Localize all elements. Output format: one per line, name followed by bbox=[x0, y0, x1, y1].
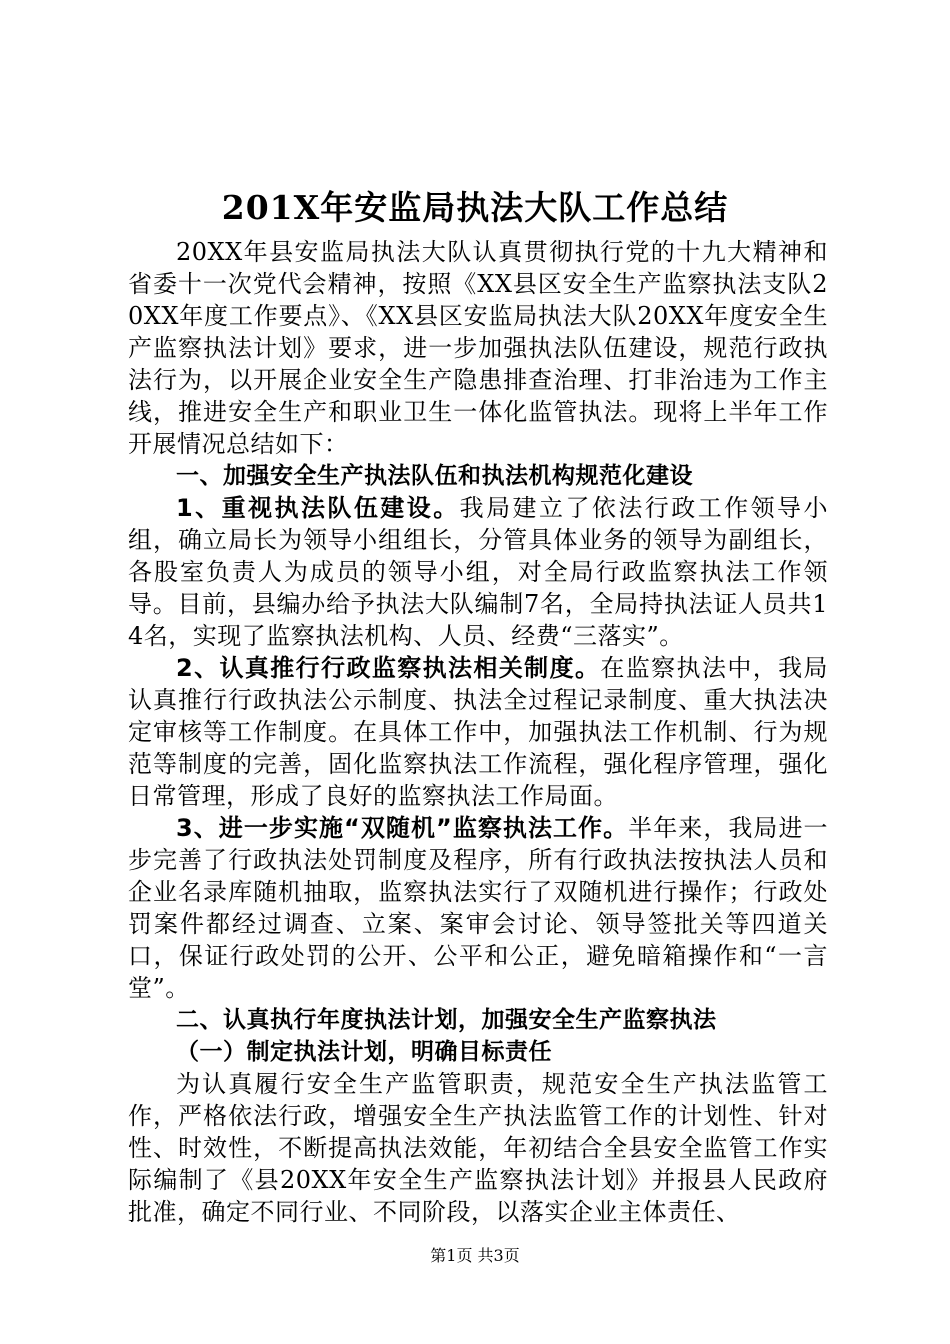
paragraph-text: 20XX年县安监局执法大队认真贯彻执行党的十九大精神和省委十一次党代会精神，按照《XX县区安全生产监察执法支队20XX年度工作要点》、《XX县区安监局执法大队20XX年度安全生产监察执法计划》要求，进一步加强执法队伍建设，规范行政执法行为，以开展企业安全生产隐患排查治理、打非治违为工作主线，推进安全生产和职业卫生一体化监管执法。现将上半年工作开展情况总结如下： bbox=[128, 238, 828, 458]
paragraph-text: 在监察执法中，我局认真推行行政执法公示制度、执法全过程记录制度、重大执法决定审核等工作制度。在具体工作中，加强执法工作机制、行为规范等制度的完善，固化监察执法工作流程，强化程序管理，强化日常管理，形成了良好的监察执法工作局面。 bbox=[128, 654, 829, 810]
item-lead: 3、进一步实施“双随机”监察执法工作。 bbox=[176, 814, 629, 842]
section-heading-2: 二、认真执行年度执法计划，加强安全生产监察执法 bbox=[176, 1007, 717, 1033]
item-paragraph-3 bbox=[128, 812, 828, 1004]
intro-paragraph bbox=[128, 236, 828, 460]
paragraph-text: 我局建立了依法行政工作领导小组，确立局长为领导小组组长，分管具体业务的领导为副组长，各股室负责人为成员的领导小组，对全局行政监察执法工作领导。目前，县编办给予执法大队编制7名，全局持执法证人员共14名，实现了监察执法机构、人员、经费“三落实”。 bbox=[128, 494, 829, 650]
item-lead: 1、重视执法队伍建设。 bbox=[176, 494, 460, 522]
item-paragraph-1 bbox=[128, 492, 828, 652]
document-title: 201X年安监局执法大队工作总结 bbox=[221, 188, 729, 227]
subsection-heading-1: （一）制定执法计划，明确目标责任 bbox=[176, 1039, 552, 1065]
item-paragraph-2 bbox=[128, 652, 828, 812]
document-body bbox=[128, 236, 828, 1228]
paragraph-text: 半年来，我局进一步完善了行政执法处罚制度及程序，所有行政执法按执法人员和企业名录库随机抽取，监察执法实行了双随机进行操作；行政处罚案件都经过调查、立案、案审会讨论、领导签批关等四道关口，保证行政处罚的公开、公平和公正，避免暗箱操作和“一言堂”。 bbox=[128, 814, 829, 1002]
section-heading-1: 一、加强安全生产执法队伍和执法机构规范化建设 bbox=[176, 463, 693, 489]
paragraph-text: 为认真履行安全生产监管职责，规范安全生产执法监管工作，严格依法行政，增强安全生产执法监管工作的计划性、针对性、时效性，不断提高执法效能，年初结合全县安全监管工作实际编制了《县20XX年安全生产监察执法计划》并报县人民政府批准，确定不同行业、不同阶段，以落实企业主体责任、 bbox=[128, 1070, 828, 1226]
page-footer: 第1页 共3页 bbox=[430, 1246, 520, 1265]
subsection-paragraph-1 bbox=[128, 1068, 828, 1228]
item-lead: 2、认真推行行政监察执法相关制度。 bbox=[176, 654, 601, 682]
